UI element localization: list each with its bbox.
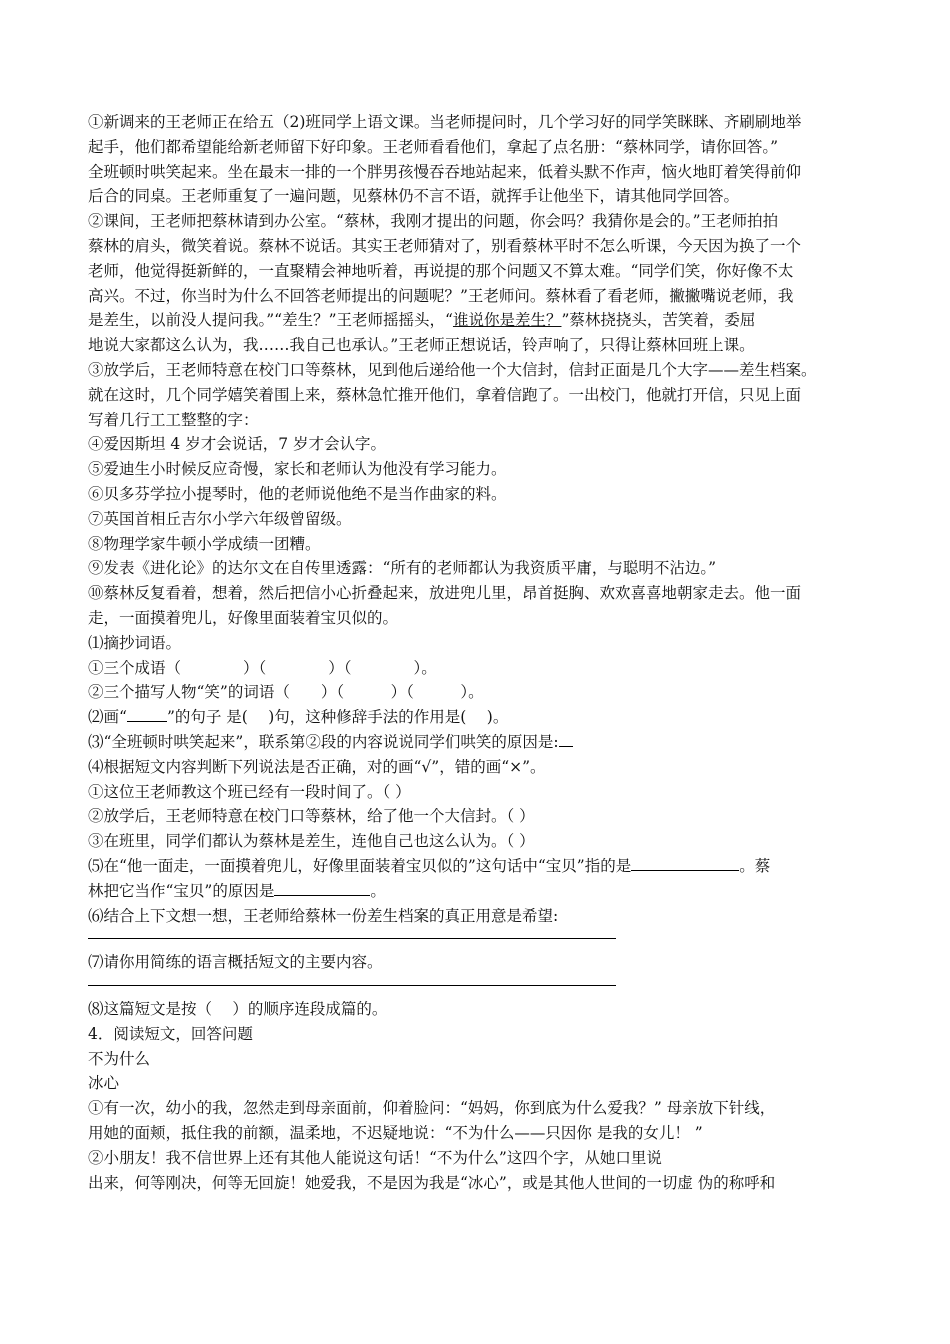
section-4 [88,1022,868,1196]
list-item: ⑨发表《进化论》的达尔文在自传里透露：“所有的老师都认为我资质平庸，与聪明不沾边。” [88,559,717,578]
text-line: 写着几行工工整整的字： [88,410,259,429]
question-8: ⑻这篇短文是按（ ）的顺序连段成篇的。 [88,1000,388,1019]
question-6: ⑹结合上下文想一想，王老师给蔡林一份差生档案的真正用意是希望: [88,906,559,925]
text-line: 全班顿时哄笑起来。坐在最末一排的一个胖男孩慢吞吞地站起来，低着头默不作声，恼火地盯着笑得前仰 [88,162,802,181]
text-line: 起手，他们都希望能给新老师留下好印象。王老师看看他们，拿起了点名册：“蔡林同学，请你回答。” [88,137,779,156]
question-2 [88,705,868,730]
answer-blank [559,732,573,747]
text-line: 走，一面摸着兜儿，好像里面装着宝贝似的。 [88,608,399,627]
question-4a: ①这位王老师教这个班已经有一段时间了。（ ） [88,782,411,801]
question-3 [88,730,868,755]
answer-blank [127,707,167,722]
text-line: ③放学后，王老师特意在校门口等蔡林，见到他后递给他一个大信封，信封正面是几个大字——差生档案。 [88,360,817,379]
text-line: 老师，他觉得挺新鲜的，一直聚精会神地听着，再说提的那个问题又不算太难。“同学们笑，你好像不太 [88,261,794,280]
list-item: ⑦英国首相丘吉尔小学六年级曾留级。 [88,509,352,528]
question-2-text: ”的句子 是( )句，这种修辞手法的作用是( )。 [166,708,509,727]
question-2-text: ⑵画“ [88,708,127,727]
paragraph-2 [88,209,868,358]
question-5-text: 林把它当作“宝贝”的原因是 [88,881,275,900]
text-line: 地说大家都这么认为，我……我自己也承认。”王老师正想说话，铃声响了，只得让蔡林回班上课。 [88,336,755,355]
article-author: 冰心 [88,1074,120,1093]
text-segment: 是差生，以前没人提问我。”“差生？”王老师摇摇头，“ [88,311,453,330]
question-5-text: 。 [370,881,386,900]
question-5 [88,854,868,879]
question-7: ⑺请你用简练的语言概括短文的主要内容。 [88,953,383,972]
article-title: 不为什么 [88,1049,151,1068]
text-line: ⑩蔡林反复看着，想着，然后把信小心折叠起来，放进兜儿里，昂首挺胸、欢欢喜喜地朝家走去。他一面 [88,584,802,603]
text-line [88,308,868,333]
question-1: ⑴摘抄词语。 [88,633,182,652]
text-line: ①有一次，幼小的我，忽然走到母亲面前，仰着脸问：“妈妈，你到底为什么爱我？” 母亲放下针线， [88,1099,776,1118]
paragraph-1 [88,110,868,209]
document-page [88,110,868,1195]
text-line: 高兴。不过，你当时为什么不回答老师提出的问题呢？”王老师问。蔡林看了看老师，撇撇嘴说老师，我 [88,286,794,305]
list-item: ④爱因斯坦 4 岁才会说话，7 岁才会认字。 [88,435,387,454]
underlined-sentence: 谁说你是差生？ [452,311,562,330]
question-5-text: 。蔡 [739,856,771,875]
paragraph-3 [88,358,868,432]
fact-list [88,432,868,581]
answer-line [88,928,616,939]
question-3-text: ⑶“全班顿时哄笑起来”，联系第②段的内容说说同学们哄笑的原因是: [88,732,559,751]
text-line: 就在这时，几个同学嬉笑着围上来，蔡林急忙推开他们，拿着信跑了。一出校门，他就打开信，只见上面 [88,385,802,404]
questions [88,631,868,1022]
paragraph-10 [88,581,868,631]
section-heading: 4．阅读短文，回答问题 [88,1024,253,1043]
text-line: ②课间，王老师把蔡林请到办公室。“蔡林，我刚才提出的问题，你会吗？我猜你是会的。”王老师拍拍 [88,212,779,231]
answer-line [88,975,616,986]
question-4c: ③在班里，同学们都认为蔡林是差生，连他自己也这么认为。（ ） [88,832,535,851]
text-line: 后合的同桌。王老师重复了一遍问题，见蔡林仍不言不语，就挥手让他坐下，请其他同学回答。 [88,187,740,206]
list-item: ⑥贝多芬学拉小提琴时，他的老师说他绝不是当作曲家的料。 [88,484,507,503]
text-line: 用她的面颊，抵住我的前额，温柔地，不迟疑地说：“不为什么——只因你 是我的女儿！ ” [88,1124,703,1143]
list-item: ⑧物理学家牛顿小学成绩一团糟。 [88,534,321,553]
text-line: ②小朋友！我不信世界上还有其他人能说这句话！“不为什么”这四个字，从她口里说 [88,1148,662,1167]
question-4b: ②放学后，王老师特意在校门口等蔡林，给了他一个大信封。（ ） [88,807,535,826]
list-item: ⑤爱迪生小时候反应奇慢，家长和老师认为他没有学习能力。 [88,460,507,479]
text-segment: ”蔡林挠挠头，苦笑着，委屈 [561,311,756,330]
question-4: ⑷根据短文内容判断下列说法是否正确，对的画“√”，错的画“×”。 [88,757,546,776]
answer-blank [274,881,370,896]
answer-blank [631,856,739,871]
question-5-cont [88,879,868,904]
question-5-text: ⑸在“他一面走，一面摸着兜儿，好像里面装着宝贝似的”这句话中“宝贝”指的是 [88,856,632,875]
question-1b: ②三个描写人物“笑”的词语（ ）（ ）（ ）。 [88,683,484,702]
text-line: 蔡林的肩头，微笑着说。蔡林不说话。其实王老师猜对了，别看蔡林平时不怎么听课，今天因为换了一个 [88,236,802,255]
text-line: 出来，何等刚决，何等无回旋！她爱我，不是因为我是“冰心”，或是其他人世间的一切虚 伪的称呼和 [88,1173,776,1192]
question-1a: ①三个成语（ ）（ ）（ ）。 [88,658,437,677]
text-line: ①新调来的王老师正在给五（2)班同学上语文课。当老师提问时，几个学习好的同学笑眯眯、齐刷刷地举 [88,113,802,131]
